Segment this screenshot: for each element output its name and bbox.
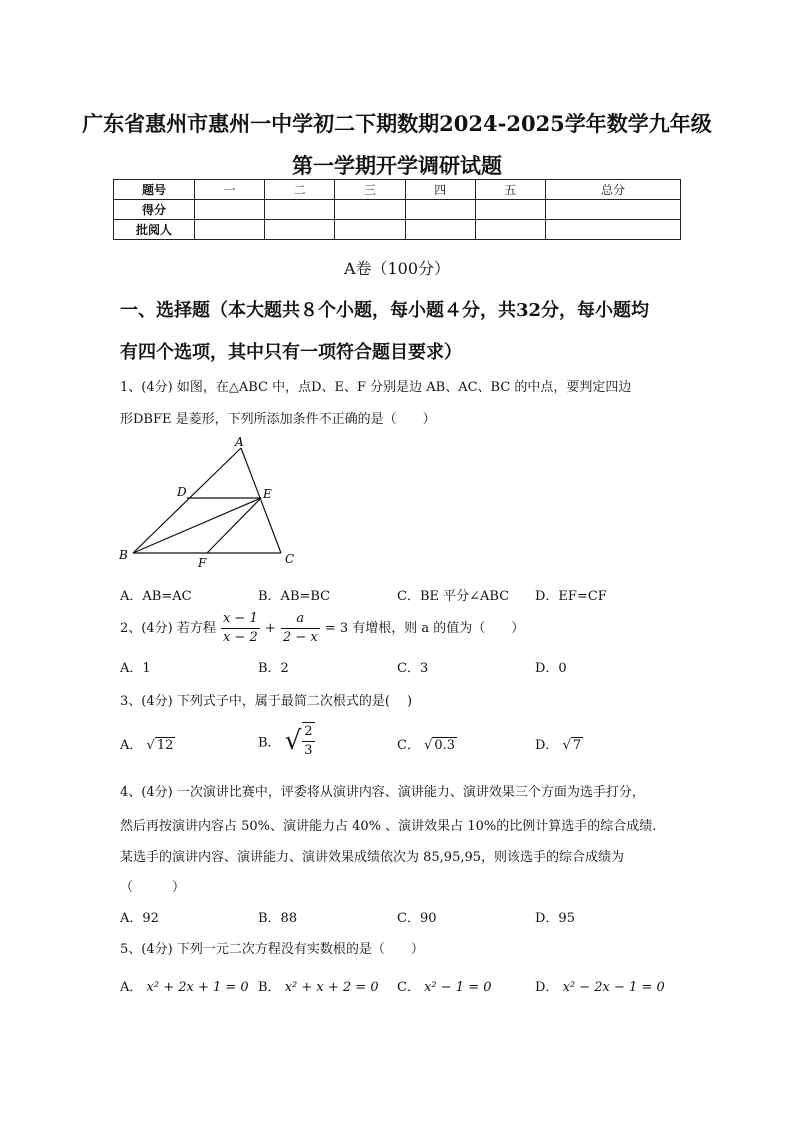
radicand: 7 bbox=[572, 738, 582, 753]
point-label-c: C bbox=[285, 552, 295, 566]
score-table bbox=[113, 179, 681, 240]
score-table-cell: 批阅人 bbox=[114, 220, 195, 240]
question-1-line2: 形DBFE 是菱形，下列所添加条件不正确的是（ ） bbox=[120, 412, 436, 427]
point-label-d: D bbox=[177, 485, 187, 499]
edge-ac bbox=[241, 448, 281, 553]
exam-title-line1: 广东省惠州市惠州一中学初二下期数期2024-2025学年数学九年级 bbox=[82, 111, 712, 136]
score-table-cell: 题号 bbox=[114, 180, 195, 200]
question-4-option-d[interactable]: D．95 bbox=[535, 911, 575, 926]
equation: x² − 1 = 0 bbox=[424, 980, 492, 995]
radicand: 12 bbox=[156, 738, 174, 753]
question-2-option-a[interactable]: A．1 bbox=[120, 661, 151, 676]
segment-be bbox=[133, 498, 261, 553]
question-5-option-d[interactable] bbox=[535, 976, 665, 995]
sqrt-expression: √ 7 bbox=[562, 738, 582, 753]
equation: x² + x + 2 = 0 bbox=[284, 980, 379, 995]
fraction-2 bbox=[281, 610, 320, 647]
volume-label: A卷（100分） bbox=[343, 259, 451, 278]
score-input-cell[interactable] bbox=[405, 200, 475, 220]
question-4-line3: 某选手的演讲内容、演讲能力、演讲效果成绩依次为 85,95,95，则该选手的综合成绩为 bbox=[120, 850, 625, 865]
score-table-header-row bbox=[114, 180, 681, 200]
score-table-cell: 五 bbox=[475, 180, 545, 200]
question-2-prefix: 2、(4分) 若方程 bbox=[120, 621, 216, 636]
option-letter: C． bbox=[397, 738, 420, 753]
question-1-option-b[interactable]: B．AB=BC bbox=[258, 589, 331, 604]
question-2-option-d[interactable]: D．0 bbox=[535, 661, 567, 676]
question-4-line1: 4、(4分) 一次演讲比赛中，评委将从演讲内容、演讲能力、演讲效果三个方面为选手打分， bbox=[120, 785, 645, 800]
question-4-option-c[interactable]: C．90 bbox=[397, 911, 437, 926]
question-2-suffix: 有增根，则 a 的值为（ ） bbox=[352, 621, 525, 636]
radicand: 0.3 bbox=[434, 738, 456, 753]
score-table-row bbox=[114, 200, 681, 220]
score-table-cell: 四 bbox=[405, 180, 475, 200]
sqrt-sign: √ bbox=[284, 726, 302, 756]
option-letter: B． bbox=[258, 735, 281, 751]
question-3-option-c[interactable] bbox=[397, 734, 457, 753]
score-input-cell[interactable] bbox=[195, 220, 265, 240]
score-input-cell[interactable] bbox=[405, 220, 475, 240]
option-letter: C． bbox=[397, 980, 420, 995]
segment-ef bbox=[207, 498, 261, 553]
question-5-option-a[interactable] bbox=[120, 976, 249, 995]
question-1-option-d[interactable]: D．EF=CF bbox=[535, 589, 607, 604]
question-5-option-b[interactable] bbox=[258, 976, 379, 995]
sqrt-fraction bbox=[302, 722, 314, 760]
question-5-line: 5、(4分) 下列一元二次方程没有实数根的是（ ） bbox=[120, 942, 424, 957]
exam-title-line2: 第一学期开学调研试题 bbox=[292, 153, 502, 178]
question-4-option-a[interactable]: A．92 bbox=[120, 911, 159, 926]
fraction-1-numerator: x − 1 bbox=[221, 610, 260, 629]
question-1-option-a[interactable]: A．AB=AC bbox=[120, 589, 192, 604]
question-4-option-b[interactable]: B．88 bbox=[258, 911, 298, 926]
question-2-option-c[interactable]: C．3 bbox=[397, 661, 429, 676]
score-table-row bbox=[114, 220, 681, 240]
section-heading-line2: 有四个选项，其中只有一项符合题目要求） bbox=[120, 342, 462, 363]
score-input-cell[interactable] bbox=[475, 200, 545, 220]
point-label-b: B bbox=[119, 548, 128, 562]
fraction-1 bbox=[221, 610, 260, 647]
score-input-cell[interactable] bbox=[335, 200, 405, 220]
option-letter: D． bbox=[535, 738, 559, 753]
score-table-cell: 一 bbox=[195, 180, 265, 200]
fraction-1-denominator: x − 2 bbox=[222, 630, 258, 645]
equals-three: = 3 bbox=[324, 621, 349, 636]
score-input-cell[interactable] bbox=[546, 220, 681, 240]
score-table-cell: 三 bbox=[335, 180, 405, 200]
score-input-cell[interactable] bbox=[265, 200, 335, 220]
section-heading-line1: 一、选择题（本大题共８个小题，每小题４分，共32分，每小题均 bbox=[120, 300, 650, 321]
score-input-cell[interactable] bbox=[195, 200, 265, 220]
fraction-2-numerator: a bbox=[281, 610, 320, 629]
score-table-cell: 总分 bbox=[546, 180, 681, 200]
option-letter: A． bbox=[120, 980, 143, 995]
equation: x² + 2x + 1 = 0 bbox=[146, 980, 249, 995]
point-label-e: E bbox=[263, 487, 272, 501]
score-table-cell: 二 bbox=[265, 180, 335, 200]
edge-ab bbox=[133, 448, 241, 553]
question-3-option-b[interactable] bbox=[258, 722, 316, 760]
plus-sign: + bbox=[264, 621, 276, 636]
point-label-f: F bbox=[198, 556, 207, 570]
question-3-line: 3、(4分) 下列式子中，属于最简二次根式的是( ) bbox=[120, 694, 413, 709]
question-4-line2: 然后再按演讲内容占 50%、演讲能力占 40% 、演讲效果占 10%的比例计算选手的综合成绩. bbox=[120, 819, 657, 834]
question-3-option-a[interactable] bbox=[120, 734, 175, 753]
option-letter: B． bbox=[258, 980, 281, 995]
question-2-line bbox=[120, 610, 524, 647]
fraction-2-denominator: 2 − x bbox=[282, 630, 318, 645]
option-letter: A． bbox=[120, 738, 143, 753]
triangle-figure bbox=[115, 436, 305, 572]
equation: x² − 2x − 1 = 0 bbox=[562, 980, 665, 995]
question-4-line4: （ ） bbox=[120, 880, 186, 895]
question-2-option-b[interactable]: B．2 bbox=[258, 661, 289, 676]
question-5-option-c[interactable] bbox=[397, 976, 492, 995]
point-label-a: A bbox=[235, 436, 244, 449]
option-letter: D． bbox=[535, 980, 559, 995]
score-input-cell[interactable] bbox=[265, 220, 335, 240]
fraction-numerator: 2 bbox=[302, 723, 314, 742]
question-1-line1: 1、(4分) 如图，在△ABC 中，点D、E、F 分别是边 AB、AC、BC 的中点，要判定四边 bbox=[120, 380, 632, 395]
score-table-cell: 得分 bbox=[114, 200, 195, 220]
question-3-option-d[interactable] bbox=[535, 734, 583, 753]
score-input-cell[interactable] bbox=[335, 220, 405, 240]
question-1-option-c[interactable]: C．BE 平分∠ABC bbox=[397, 589, 510, 604]
fraction-denominator: 3 bbox=[304, 743, 313, 758]
sqrt-expression: √ 12 bbox=[146, 738, 174, 753]
sqrt-expression: √ 0.3 bbox=[424, 738, 456, 753]
score-input-cell[interactable] bbox=[475, 220, 545, 240]
score-input-cell[interactable] bbox=[546, 200, 681, 220]
